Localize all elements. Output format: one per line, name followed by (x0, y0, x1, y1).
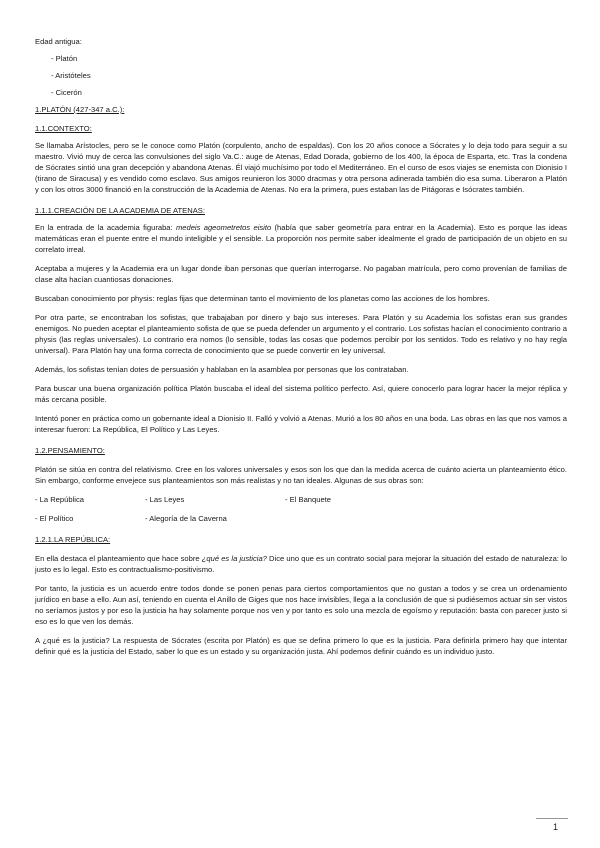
section-heading-republica: 1.2.1.LA REPÚBLICA: (35, 535, 111, 544)
paragraph-academia-2: Aceptaba a mujeres y la Academia era un lugar donde iban personas que querían interrogarse. No pagaban matrícula, pero como provenían de familias de clase alta hacían cuantiosas donaciones. (35, 264, 567, 284)
paragraph-republica-2: Por tanto, la justicia es un acuerdo entre todos donde se ponen penas para ciertos comportamientos que no gustan a todos y se crea un ordenamiento jurídico en base a ello. Aun así, teniendo en cuenta el Anillo de Giges que nos hace invisibles, llega a la conclusión de que si pudiésemos actuar sin ser vistos no seríamos justos y por eso la justicia ha hay solamente porque nos ven y por tanto es solo una mezcla de egoísmo y reputación: basta con parecer justo si eso es lo que ven los demás. (35, 584, 567, 626)
section-heading-contexto: 1.1.CONTEXTO: (35, 124, 92, 133)
heading-edad-antigua: Edad antigua: (35, 37, 82, 46)
list-item: - Platón (51, 54, 78, 63)
paragraph-republica-3: A ¿qué es la justicia? La respuesta de Sócrates (escrita por Platón) es que se defina primero lo que es la justicia. Para definirla primero hay que intentar definir qué es la justicia del Estado, saber lo que es un estado y su organización justa. Ahí podemos definir cuándo es un individuo justo. (35, 636, 567, 656)
works-list-row (35, 494, 567, 505)
document-page (35, 36, 567, 657)
section-heading-platon: 1.PLATÓN (427-347 a.C.): (35, 105, 125, 114)
paragraph-pensamiento: Platón se sitúa en contra del relativismo. Cree en los valores universales y esos son los que dan la medida acerca de cuánto acierta un planteamiento ético. Sin embargo, conforme envejece sus planteamientos son más realistas y no tan ideales. Algunas de sus obras son: (35, 465, 567, 485)
works-list-row (35, 513, 567, 524)
work-item: - La República (35, 495, 84, 504)
paragraph-academia-3: Buscaban conocimiento por physis: reglas fijas que determinan tanto el movimiento de los planetas como las acciones de los hombres. (35, 294, 490, 303)
page-number: 1 (553, 822, 559, 832)
paragraph-republica-1: En ella destaca el planteamiento que hace sobre ¿qué es la justicia? Dice uno que es un contrato social para mejorar la situación del estado de naturaleza: lo justo es lo legal. Esto es contractualismo-positivismo. (35, 554, 567, 574)
section-heading-academia: 1.1.1.CREACIÓN DE LA ACADEMIA DE ATENAS: (35, 206, 205, 215)
latin-motto: medeis ageometretos eisito (175, 223, 272, 232)
paragraph-academia-4: Por otra parte, se encontraban los sofistas, que trabajaban por dinero y bajo sus intereses. Para Platón y su Academia los sofistas eran sus grandes enemigos. No pueden aceptar el planteamiento sofista de que se pueda defender un argumento y el contrario. Los sofistas hacían el conocimiento contrario a physis (las reglas universales). Lo contrario era nomos (lo sensible, todas las cosas que podemos percibir por los sentidos. Todo es relativo y no hay regla universal). Para Platón hay una forma correcta de conocimiento que se puede convertir en ley universal. (35, 313, 567, 355)
footer-rule (536, 818, 568, 819)
work-item: - Alegoría de la Caverna (145, 514, 227, 523)
work-item: - El Banquete (285, 495, 332, 504)
list-item: - Aristóteles (51, 71, 91, 80)
paragraph-academia-6: Para buscar una buena organización política Platón buscaba el ideal del sistema político perfecto. Así, quiere conocerlo para lograr hacer la mejor réplica y más cercana posible. (35, 384, 567, 404)
work-item: - Las Leyes (145, 495, 185, 504)
section-heading-pensamiento: 1.2.PENSAMIENTO: (35, 446, 105, 455)
paragraph-academia-5: Además, los sofistas tenían dotes de persuasión y hablaban en la asamblea por personas que los contrataban. (35, 365, 409, 374)
work-item: - El Político (35, 514, 74, 523)
paragraph-academia-7: Intentó poner en práctica como un gobernante ideal a Dionisio II. Falló y volvió a Atenas. Murió a los 80 años en una boda. Las obras en las que nos vamos a interesar fueron: La República, El Político y Las Leyes. (35, 414, 567, 434)
list-item: - Cicerón (51, 88, 82, 97)
paragraph-academia-1: En la entrada de la academia figuraba: medeis ageometretos eisito (había que saber geometría para entrar en la Academia). Esto es porque las ideas matemáticas eran el puente entre el mundo inteligible y el sensible. La proporción nos permite saber idealmente el grado de participación de un objeto en su correlato irreal. (35, 223, 567, 254)
question-text: ¿qué es la justicia? (201, 554, 267, 563)
paragraph-contexto: Se llamaba Arístocles, pero se le conoce como Platón (corpulento, ancho de espaldas). Con los 20 años conoce a Sócrates y lo deja todo para seguir a su maestro. Vivió muy de cerca las convulsiones del siglo Va.C.: auge de Atenas, Edad Dorada, gobierno de los 400, la época de Esparta, etc. Tras la condena de Sócrates sintió una gran decepción y abandona Atenas. Él viajó muchísimo por todo el Mediterráneo. En el curso de esos viajes se enemista con Dionisio I (tirano de Siracusa) y es vendido como esclavo. Sus amigos reunieron los 3000 dracmas y otra persona adinerada también dio esa suma. Liberaron a Platón y con los otros 3000 financió en la construcción de la Academia de Atenas. No era la primera, pues estaban las de Pitágoras e Isócrates también. (35, 141, 567, 194)
